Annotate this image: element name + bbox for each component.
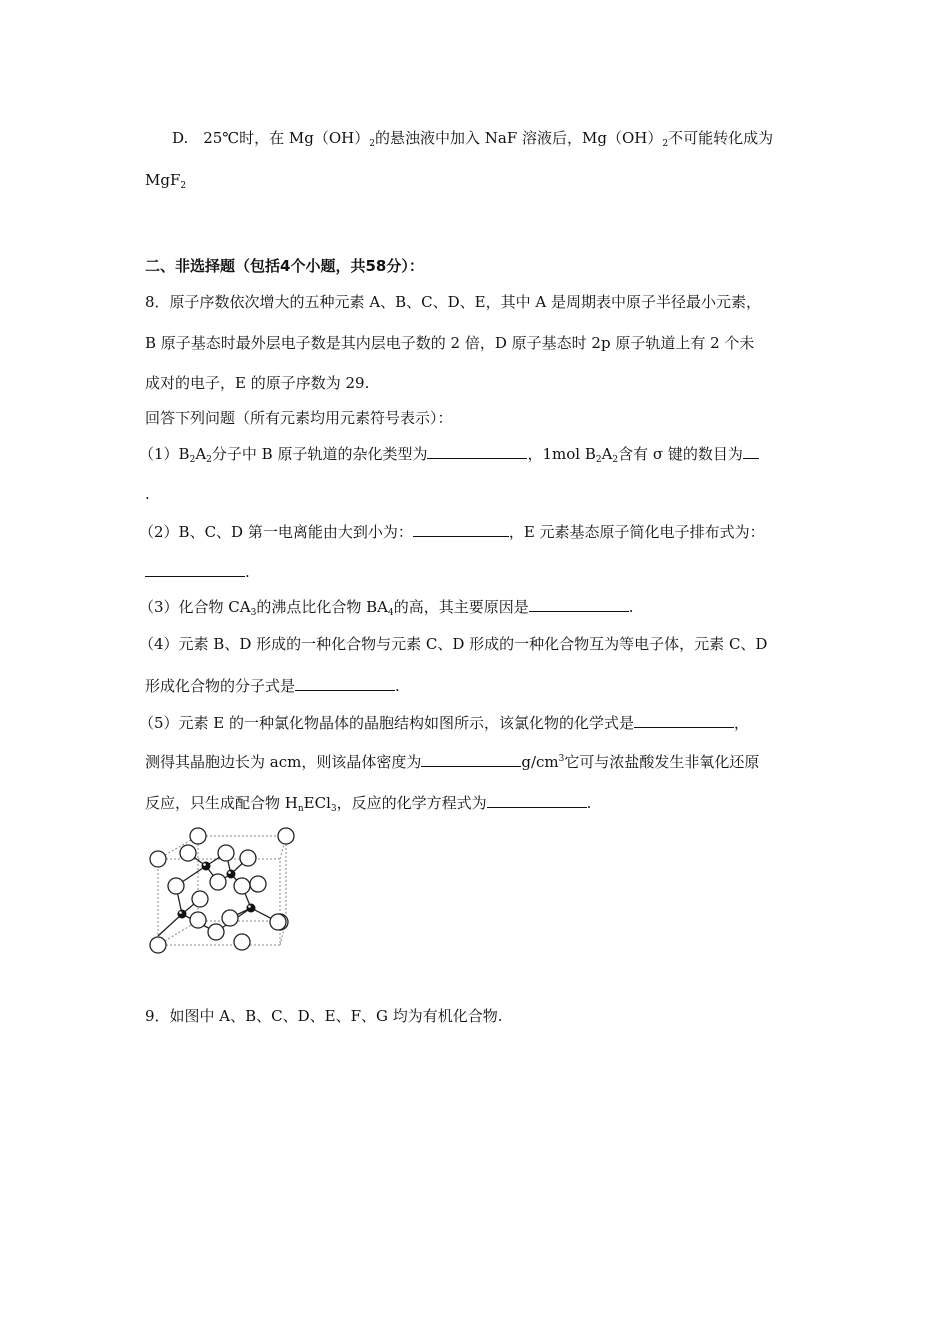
answer-blank[interactable] [529,597,629,612]
answer-blank[interactable] [487,793,587,808]
q8-part3: （3）化合物 $CA_3$的沸点比化合物 $BA_4$的高，其主要原因是 . [139,598,634,618]
q8-part2: （2）B、C、D 第一电离能由大到小为： ，E 元素基态原子简化电子排布式为： [139,523,765,541]
q8-part1-end: . [145,485,150,503]
answer-blank[interactable] [413,522,509,537]
q8-instructions: 回答下列问题（所有元素均用元素符号表示）： [145,409,453,427]
q8-part4-cont: 形成化合物的分子式是 . [145,677,400,695]
q8-part1: $(1)B_2A_2$分子中 B 原子轨道的杂化类型为 ，1mol $B_2A_2$含有 σ 键的数目为 [139,444,759,464]
answer-blank[interactable] [295,676,395,691]
q8-stem-line3: 成对的电子，E 的原子序数为 29. [145,374,370,392]
q9-stem: 9．如图中 A、B、C、D、E、F、G 均为有机化合物. [145,1007,503,1025]
section-title: 二、非选择题（包括4个小题，共58分）： [145,257,424,275]
crystal-unit-cell-figure [138,826,298,956]
q8-part5: （5）元素 E 的一种氯化物晶体的晶胞结构如图所示，该氯化物的化学式是 ， [139,714,750,732]
answer-blank[interactable] [427,444,527,459]
answer-blank[interactable] [145,562,245,577]
q8-part5-line2: 测得其晶胞边长为 acm，则该晶体密度为 $g/cm^3$它可与浓盐酸发生非氧化还原 [145,753,760,771]
q8-part2-cont: . [145,562,250,582]
q8-part4: （4）元素 B、D 形成的一种化合物与元素 C、D 形成的一种化合物互为等电子体，元素 C、D [139,635,768,653]
q8-stem-line2: B 原子基态时最外层电子数是其内层电子数的 2 倍，D 原子基态时 2p 原子轨道上有 2 个未 [145,334,755,352]
answer-blank[interactable] [421,752,521,767]
answer-blank[interactable] [743,444,759,459]
q7-option-d-cont: MgF$_2$ [145,171,187,191]
answer-blank[interactable] [634,713,734,728]
q8-stem-line1: 8．原子序数依次增大的五种元素 A、B、C、D、E，其中 A 是周期表中原子半径最小元素， [145,293,761,311]
q7-option-d: D. 25℃时，在 $Mg(OH)_2$的悬浊液中加入 NaF 溶液后，$Mg(OH)_2$不可能转化成为 [172,129,774,149]
q8-part5-line3: 反应，只生成配合物 $H_nECl_3$，反应的化学方程式为 . [145,794,592,814]
